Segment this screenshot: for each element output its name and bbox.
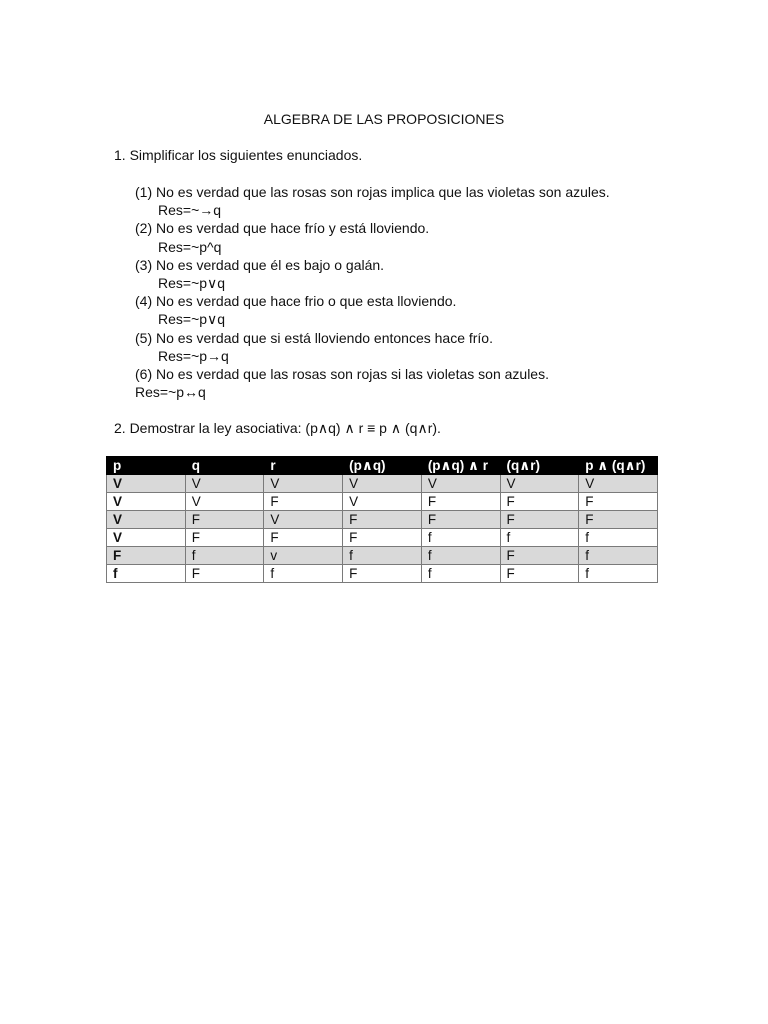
table-cell: V: [107, 511, 186, 529]
document-title: ALGEBRA DE LAS PROPOSICIONES: [263, 111, 505, 127]
statement-item: [135, 256, 610, 274]
table-cell: V: [185, 493, 264, 511]
table-cell: V: [107, 529, 186, 547]
statement-item: [135, 292, 610, 310]
table-cell: F: [264, 529, 343, 547]
table-row: [107, 529, 658, 547]
table-cell: F: [343, 529, 422, 547]
column-header: (p∧q) ∧ r: [421, 457, 500, 475]
table-cell: f: [421, 547, 500, 565]
statement-text: (4) No es verdad que hace frio o que esta lloviendo.: [135, 293, 457, 310]
result-text: Res=~p^q: [158, 238, 222, 255]
column-header: p: [107, 457, 186, 475]
table-cell: f: [421, 565, 500, 583]
result-text: Res=~→q: [158, 202, 222, 219]
statement-item: [135, 329, 610, 347]
column-header: q: [185, 457, 264, 475]
table-cell: V: [264, 511, 343, 529]
table-cell: f: [579, 547, 658, 565]
table-cell: F: [579, 493, 658, 511]
table-cell: F: [500, 511, 579, 529]
statement-text: (5) No es verdad que si está lloviendo entonces hace frío.: [135, 329, 493, 346]
table-cell: F: [264, 493, 343, 511]
statement-text: (2) No es verdad que hace frío y está lloviendo.: [135, 220, 430, 237]
table-cell: f: [421, 529, 500, 547]
table-cell: V: [185, 475, 264, 493]
table-cell: f: [579, 565, 658, 583]
table-cell: F: [579, 511, 658, 529]
table-cell: V: [107, 475, 186, 493]
table-cell: f: [107, 565, 186, 583]
result-text: Res=~p∨q: [158, 275, 226, 292]
column-header: (q∧r): [500, 457, 579, 475]
table-cell: F: [343, 565, 422, 583]
statement-result: [135, 274, 610, 292]
table-cell: F: [421, 493, 500, 511]
table-cell: v: [264, 547, 343, 565]
table-cell: F: [107, 547, 186, 565]
result-text: Res=~p↔q: [135, 384, 206, 401]
table-cell: F: [343, 511, 422, 529]
truth-table-header-row: [107, 457, 658, 475]
table-row: [107, 475, 658, 493]
statement-result: [135, 201, 610, 219]
table-cell: f: [343, 547, 422, 565]
statement-text: (6) No es verdad que las rosas son rojas si las violetas son azules.: [135, 366, 549, 383]
table-cell: F: [500, 547, 579, 565]
table-cell: f: [500, 529, 579, 547]
table-cell: V: [264, 475, 343, 493]
result-text: Res=~p∨q: [158, 311, 226, 328]
table-cell: V: [421, 475, 500, 493]
statement-result: [135, 347, 610, 365]
statement-text: (1) No es verdad que las rosas son rojas implica que las violetas son azules.: [135, 184, 610, 200]
table-cell: V: [343, 475, 422, 493]
statement-result: [135, 238, 610, 256]
table-cell: f: [264, 565, 343, 583]
table-cell: F: [185, 565, 264, 583]
statement-item: [135, 183, 610, 201]
question-1: 1. Simplificar los siguientes enunciados.: [114, 147, 363, 163]
table-cell: f: [579, 529, 658, 547]
table-row: [107, 565, 658, 583]
table-cell: F: [500, 565, 579, 583]
table-row: [107, 547, 658, 565]
statement-item: [135, 219, 610, 237]
question-2: 2. Demostrar la ley asociativa: (p∧q) ∧ r ≡ p ∧ (q∧r).: [114, 420, 441, 436]
result-text: Res=~p→q: [158, 347, 229, 364]
table-cell: V: [343, 493, 422, 511]
truth-table: [106, 456, 658, 583]
table-row: [107, 493, 658, 511]
statement-result: [135, 383, 610, 401]
table-cell: V: [500, 475, 579, 493]
table-cell: F: [500, 493, 579, 511]
table-cell: V: [579, 475, 658, 493]
table-cell: F: [185, 511, 264, 529]
column-header: r: [264, 457, 343, 475]
column-header: (p∧q): [343, 457, 422, 475]
table-row: [107, 511, 658, 529]
table-cell: F: [185, 529, 264, 547]
table-cell: F: [421, 511, 500, 529]
table-cell: f: [185, 547, 264, 565]
table-cell: V: [107, 493, 186, 511]
column-header: p ∧ (q∧r): [579, 457, 658, 475]
statement-result: [135, 310, 610, 328]
statement-item: [135, 365, 610, 383]
statement-list: [135, 183, 610, 401]
statement-text: (3) No es verdad que él es bajo o galán.: [135, 256, 385, 273]
